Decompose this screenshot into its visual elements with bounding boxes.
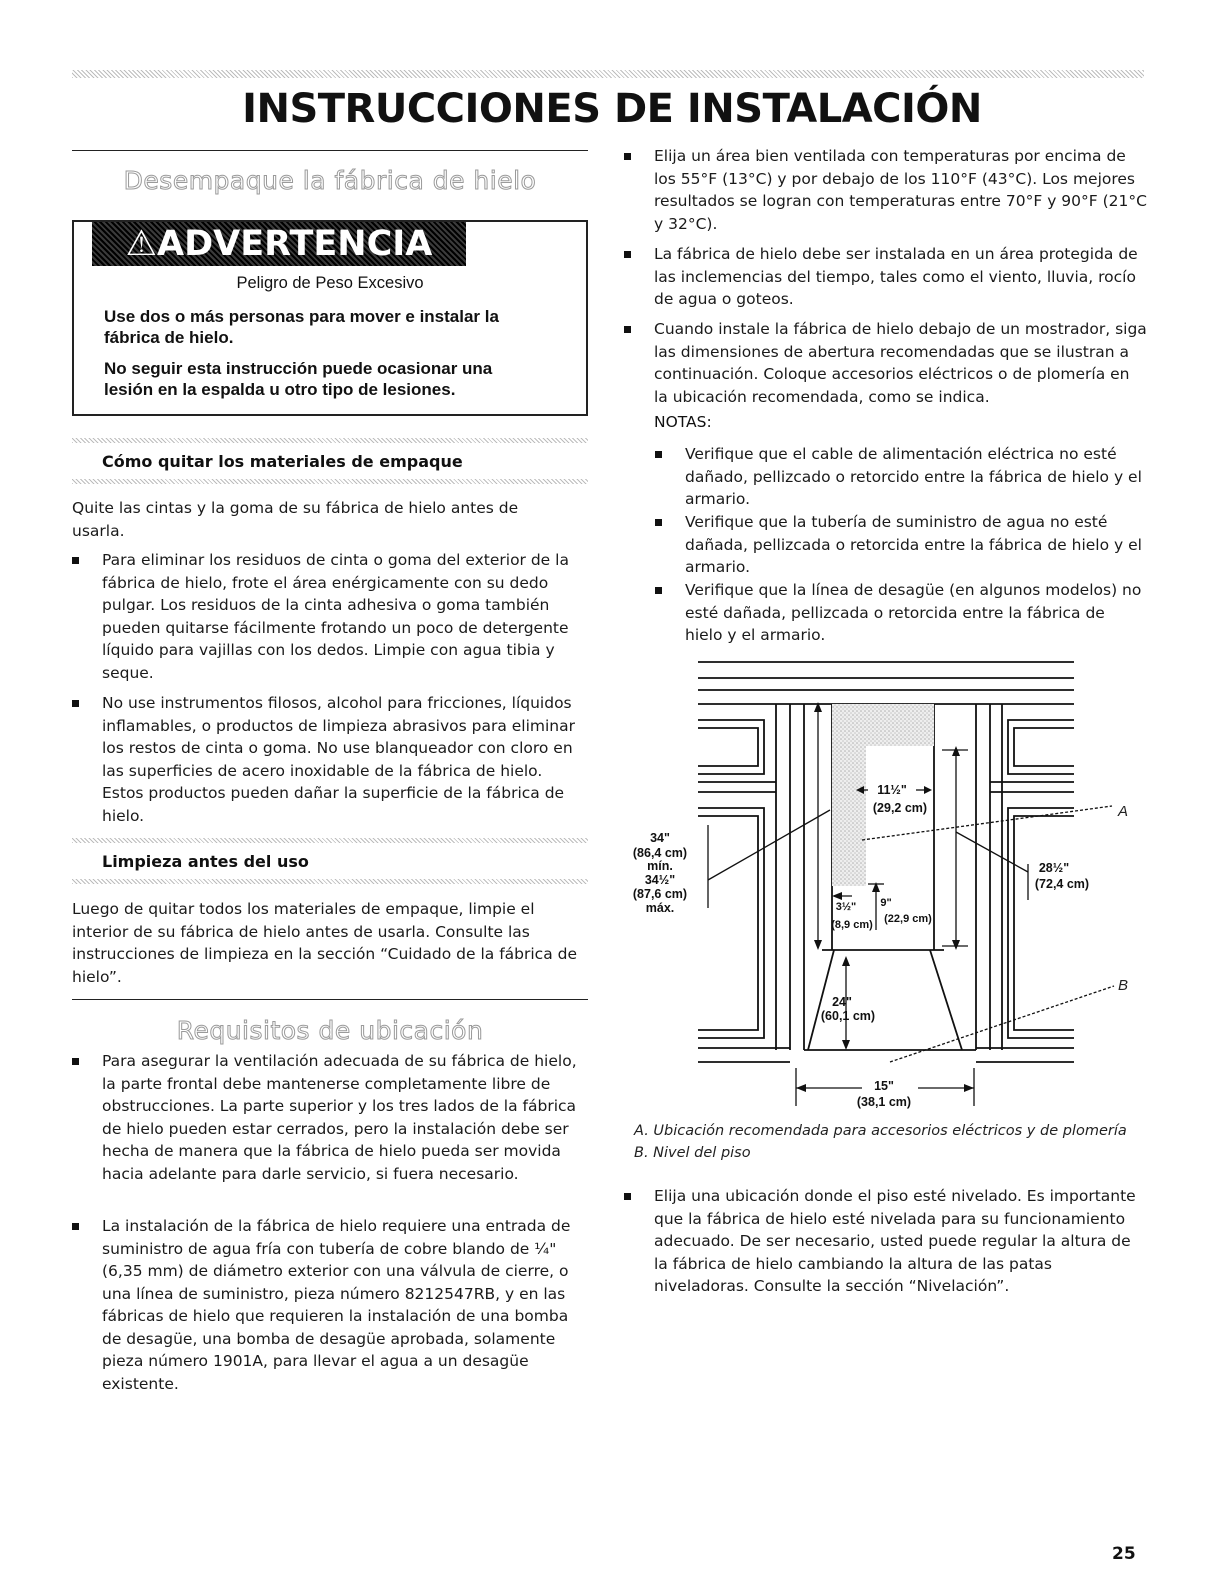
top-decorative-bar bbox=[72, 70, 1144, 78]
list-item: Para asegurar la ventilación adecuada de su fábrica de hielo, la parte frontal debe mantenerse completamente libre de obstrucciones. La parte superior y los tres lados de la fábrica de hielo pueden estar cerrados, pero la instalación debe ser hecha de manera que la fábrica de hielo pueda ser movida hacia adelante para darle servicio, si fuera necesario. bbox=[102, 1050, 588, 1185]
list-item: Cuando instale la fábrica de hielo debajo de un mostrador, siga las dimensiones de abertura recomendadas que se ilustran a continuación. Coloque accesorios eléctricos o de plomería en la ubicación recomendada, como se indica. bbox=[654, 318, 1148, 408]
dim-height-6: máx. bbox=[645, 901, 675, 915]
cleaning-text: Luego de quitar todos los materiales de empaque, limpie el interior de su fábrica de hielo antes de usarla. Consulte las instrucciones de limpieza en la sección “Cuidado de la fábrica de hielo”. bbox=[72, 900, 577, 986]
dim-small-2: (8,9 cm) bbox=[831, 919, 873, 931]
section-rule bbox=[72, 999, 588, 1000]
warning-line-2: No seguir esta instrucción puede ocasionar una lesión en la espalda u otro tipo de lesiones. bbox=[104, 359, 493, 399]
dim-height-4: 34½" bbox=[644, 873, 676, 887]
warning-line-1: Use dos o más personas para mover e instalar la fábrica de hielo. bbox=[104, 307, 499, 347]
dim-mid-1: 24" bbox=[832, 995, 852, 1009]
caption-a: A. Ubicación recomendada para accesorios eléctricos y de plomería bbox=[634, 1123, 1127, 1139]
dim-small-1: 3½" bbox=[835, 901, 857, 913]
list-item: Para eliminar los residuos de cinta o goma del exterior de la fábrica de hielo, frote el área enérgicamente con su dedo pulgar. Los residuos de la cinta adhesiva o goma también pueden quitarse fácilmente frotando un poco de detergente líquido para vajillas con los dedos. Limpie con agua tibia y seque. bbox=[102, 549, 588, 684]
subhead-packing: Cómo quitar los materiales de empaque bbox=[102, 452, 463, 471]
page-number: 25 bbox=[1112, 1544, 1136, 1564]
dim-bottom-1: 15" bbox=[874, 1079, 894, 1093]
installation-diagram bbox=[612, 650, 1142, 1130]
callout-b: B bbox=[1118, 977, 1129, 994]
section-title-unpack: Desempaque la fábrica de hielo bbox=[123, 166, 537, 195]
dim-depth-1: 28½" bbox=[1038, 861, 1070, 875]
warning-subtitle: Peligro de Peso Excesivo bbox=[236, 274, 424, 292]
packing-intro: Quite las cintas y la goma de su fábrica de hielo antes de usarla. bbox=[72, 499, 519, 540]
list-item: Elija una ubicación donde el piso esté nivelado. Es importante que la fábrica de hielo esté nivelada para su funcionamiento adecuado. De ser necesario, usted puede regular la altura de la fábrica de hielo cambiando la altura de las patas niveladoras. Consulte la sección “Nivelación”. bbox=[654, 1185, 1148, 1298]
list-item: La instalación de la fábrica de hielo requiere una entrada de suministro de agua fría con tubería de cobre blando de ¼" (6,35 mm) de diámetro exterior con una válvula de cierre, o una línea de suministro, pieza número 8212547RB, y en las fábricas de hielo que requieren la instalación de una bomba de desagüe, una bomba de desagüe aprobada, solamente pieza número 1901A, para llevar el agua a un desagüe existente. bbox=[102, 1215, 588, 1395]
subhead-band-packing bbox=[72, 438, 588, 484]
dim-bottom-2: (38,1 cm) bbox=[856, 1095, 912, 1109]
subhead-band-cleaning bbox=[72, 838, 588, 884]
dim-width-top-1: 11½" bbox=[877, 783, 907, 797]
dim-height-1: 34" bbox=[650, 831, 670, 845]
list-item: Verifique que la tubería de suministro de agua no esté dañada, pellizcada o retorcida entre la fábrica de hielo y el armario. bbox=[685, 511, 1147, 579]
section-title-location: Requisitos de ubicación bbox=[176, 1016, 484, 1045]
list-item: Elija un área bien ventilada con temperaturas por encima de los 55°F (13°C) y por debajo de los 110°F (43°C). Los mejores resultados se logran con temperaturas entre 70°F y 90°F (21°C y 32°C). bbox=[654, 145, 1148, 235]
list-item: No use instrumentos filosos, alcohol para fricciones, líquidos inflamables, o productos de limpieza abrasivos para eliminar los restos de cinta o goma. No use blanqueador con cloro en las superficies de acero inoxidable de la fábrica de hielo. Estos productos pueden dañar la superficie de la fábrica de hielo. bbox=[102, 692, 588, 827]
notes-label: NOTAS: bbox=[654, 413, 712, 431]
page-title: INSTRUCCIONES DE INSTALACIÓN bbox=[242, 86, 982, 132]
dim-small-3: 9" bbox=[880, 897, 892, 909]
subhead-cleaning: Limpieza antes del uso bbox=[102, 852, 309, 871]
list-item: Verifique que la línea de desagüe (en algunos modelos) no esté dañada, pellizcada o retorcida entre la fábrica de hielo y el armario. bbox=[685, 579, 1147, 647]
dim-height-5: (87,6 cm) bbox=[632, 887, 688, 901]
dim-height-3: mín. bbox=[647, 859, 673, 873]
caption-b: B. Nivel del piso bbox=[634, 1145, 751, 1161]
section-rule bbox=[72, 150, 588, 151]
list-item: La fábrica de hielo debe ser instalada en un área protegida de las inclemencias del tiempo, tales como el viento, lluvia, rocío de agua o goteos. bbox=[654, 243, 1148, 311]
dim-depth-2: (72,4 cm) bbox=[1034, 877, 1090, 891]
dim-width-top-2: (29,2 cm) bbox=[872, 801, 928, 815]
warning-triangle-icon: ⚠ bbox=[125, 224, 157, 264]
dim-height-2: (86,4 cm) bbox=[632, 846, 688, 860]
dim-small-4: (22,9 cm) bbox=[884, 913, 932, 925]
warning-header: ⚠ADVERTENCIA bbox=[92, 222, 466, 266]
callout-a: A bbox=[1118, 803, 1129, 820]
list-item: Verifique que el cable de alimentación eléctrica no esté dañado, pellizcado o retorcido entre la fábrica de hielo y el armario. bbox=[685, 443, 1147, 511]
dim-mid-2: (60,1 cm) bbox=[820, 1009, 876, 1023]
